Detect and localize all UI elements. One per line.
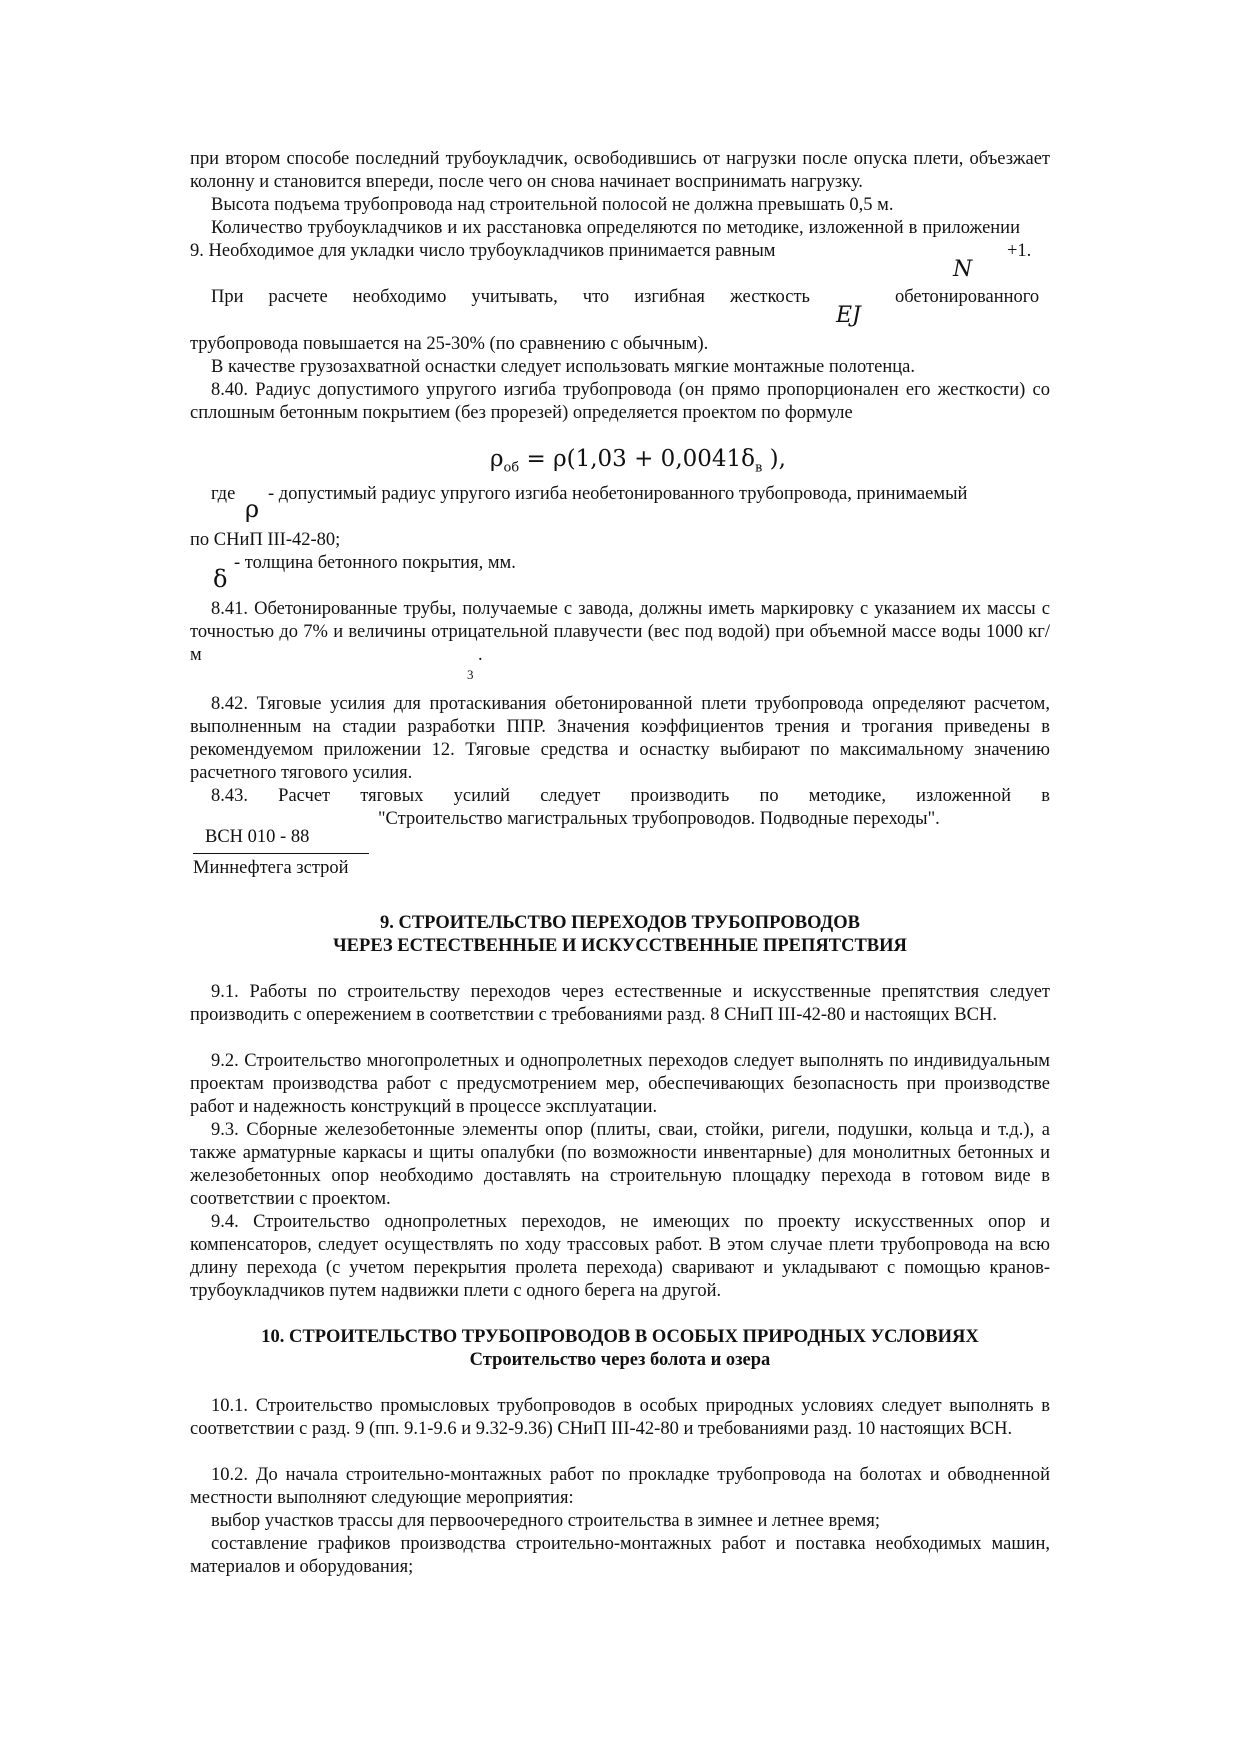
paragraph-stiffness-line1: При расчете необходимо учитывать, что изгибная жесткость [211, 287, 810, 307]
stiffness-line1-tail: обетонированного [895, 287, 1040, 307]
fraction-numerator: ВСН 010 - 88 [205, 827, 310, 847]
pipelayer-count-tail: +1. [1007, 241, 1032, 261]
paragraph-pipelayer-count: Количество трубоукладчиков и их расстановка определяются по методике, изложенной в приложении 9. Необходимое для укладки число трубоукладчиков принимается равным [190, 218, 1020, 261]
symbol-ej: EJ [836, 303, 861, 328]
paragraph-lifting-gear: В качестве грузозахватной оснастки следует использовать мягкие монтажные полотенца. [211, 357, 915, 377]
paragraph-lift-height: Высота подъема трубопровода над строительной полосой не должна превышать 0,5 м. [211, 195, 894, 215]
paragraph-8-42: 8.42. Тяговые усилия для протаскивания обетонированной плети трубопровода определяют расчетом, выполненным на стадии разработки ППР. Значения коэффициентов трения и трогания приведены в рекомендуемом приложении 12. Тяговые средства и оснастку выбирают по максимальному значению расчетного тягового усилия. [190, 694, 1050, 783]
fraction-bar [193, 853, 369, 854]
section-9-title-line2: ЧЕРЕЗ ЕСТЕСТВЕННЫЕ И ИСКУССТВЕННЫЕ ПРЕПЯТСТВИЯ [333, 936, 907, 956]
paragraph-9-3: 9.3. Сборные железобетонные элементы опор (плиты, сваи, стойки, ригели, подушки, кольца и т.д.), а также арматурные каркасы и щиты опалубки (по возможности инвентарные) для монолитных бетонных и железобетонных опор необходимо доставлять на строительную площадку перехода в готовом виде в соответствии с проектом. [190, 1120, 1050, 1209]
paragraph-8-43-line2: "Строительство магистральных трубопроводов. Подводные переходы". [378, 809, 940, 829]
symbol-delta: δ [213, 565, 228, 593]
formula-sub-v: в [755, 460, 763, 476]
paragraph-route-selection: выбор участков трассы для первоочередного строительства в зимнее и летнее время; [211, 1511, 881, 1531]
paragraph-8-41-text: 8.41. Обетонированные трубы, получаемые с завода, должны иметь маркировку с указанием их массы с точностью до 7% и величины отрицательной плавучести (вес под водой) при объемной массе воды 1000 кг/м [190, 599, 1050, 665]
formula-rho: ρ [490, 446, 504, 472]
where-label: где [211, 484, 236, 504]
paragraph-8-40: 8.40. Радиус допустимого упругого изгиба трубопровода (он прямо пропорционален его жесткости) со сплошным бетонным покрытием (без прорезей) определяется проектом по формуле [190, 380, 1050, 423]
section-9-title-line1: 9. СТРОИТЕЛЬСТВО ПЕРЕХОДОВ ТРУБОПРОВОДОВ [379, 913, 861, 933]
formula-close: ), [762, 446, 786, 472]
delta-definition: - толщина бетонного покрытия, мм. [234, 553, 516, 573]
symbol-n: N [953, 257, 973, 282]
fraction-denominator: Миннефтега зстрой [193, 858, 349, 878]
paragraph-8-41 [190, 598, 1050, 667]
paragraph-10-2: 10.2. До начала строительно-монтажных работ по прокладке трубопровода на болотах и обводненной местности выполняют следующие мероприятия: [190, 1465, 1050, 1508]
section-10-subtitle: Строительство через болота и озера [469, 1350, 771, 1370]
formula-sub-ob: об [503, 460, 520, 476]
section-10-title: 10. СТРОИТЕЛЬСТВО ТРУБОПРОВОДОВ В ОСОБЫХ ПРИРОДНЫХ УСЛОВИЯХ [261, 1327, 979, 1347]
paragraph-stiffness-line2: трубопровода повышается на 25-30% (по сравнению с обычным). [190, 334, 709, 354]
rho-definition: - допустимый радиус упругого изгиба необетонированного трубопровода, принимаемый [268, 484, 968, 504]
paragraph-8-41-period: . [478, 645, 483, 665]
paragraph-schedules: составление графиков производства строительно-монтажных работ и поставка необходимых машин, материалов и оборудования; [190, 1534, 1050, 1577]
paragraph-9-1: 9.1. Работы по строительству переходов через естественные и искусственные препятствия следует производить с опережением в соответствии с требованиями разд. 8 СНиП III-42-80 и настоящих ВСН. [190, 982, 1050, 1025]
paragraph-continuation: при втором способе последний трубоукладчик, освободившись от нагрузки после опуска плети, объезжает колонну и становится впереди, после чего он снова начинает воспринимать нагрузку. [190, 149, 1050, 192]
cubic-superscript: 3 [467, 667, 474, 682]
formula-body: = ρ(1,03 + 0,0041δ [519, 446, 756, 472]
symbol-rho: ρ [245, 495, 260, 523]
paragraph-10-1: 10.1. Строительство промысловых трубопроводов в особых природных условиях следует выполнять в соответствии с разд. 9 (пп. 9.1-9.6 и 9.32-9.36) СНиП III-42-80 и требованиями разд. 10 настоящих ВСН. [190, 1396, 1050, 1439]
paragraph-9-2: 9.2. Строительство многопролетных и однопролетных переходов следует выполнять по индивидуальным проектам производства работ с предусмотрением мер, обеспечивающих безопасность при производстве работ и надежность конструкций в процессе эксплуатации. [190, 1051, 1050, 1117]
rho-definition-line2: по СНиП III-42-80; [190, 530, 341, 550]
paragraph-8-43: 8.43. Расчет тяговых усилий следует производить по методике, изложенной в [211, 786, 1050, 806]
paragraph-9-4: 9.4. Строительство однопролетных переходов, не имеющих по проекту искусственных опор и компенсаторов, следует осуществлять по ходу трассовых работ. В этом случае плети трубопровода на всю длину перехода (с учетом перекрытия пролета перехода) сваривают и укладывают с помощью кранов-трубоукладчиков путем надвижки плети с одного берега на другой. [190, 1212, 1050, 1301]
vsn-fraction [193, 826, 369, 880]
bend-radius-formula [490, 448, 786, 480]
